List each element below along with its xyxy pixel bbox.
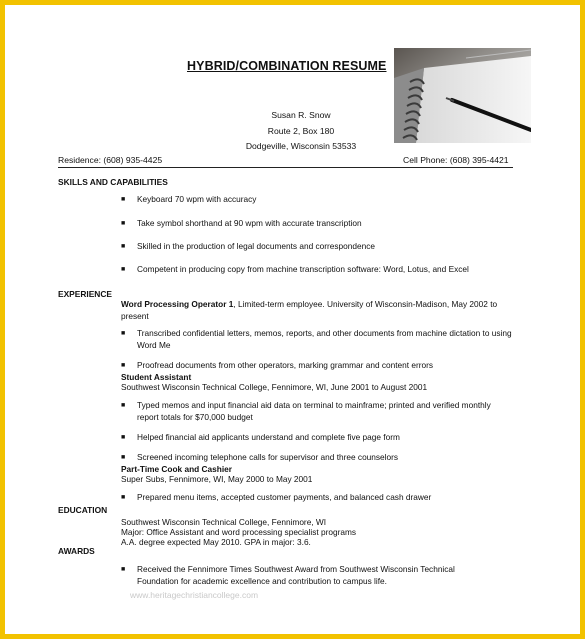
name: Susan R. Snow [271, 110, 331, 120]
bullet-icon: ■ [121, 362, 126, 369]
education-major: Major: Office Assistant and word processing specialist programs [121, 527, 357, 537]
skills-heading: SKILLS AND CAPABILITIES [58, 177, 168, 187]
education-school: Southwest Wisconsin Technical College, Fennimore, WI [121, 517, 327, 527]
photo-image [394, 48, 531, 143]
bullet-icon: ■ [121, 220, 126, 227]
watermark: www.heritagechristiancollege.com [130, 590, 259, 600]
job-3-title: Part-Time Cook and Cashier [121, 464, 232, 474]
cell-phone: Cell Phone: (608) 395-4421 [403, 155, 509, 165]
job-1-title: Word Processing Operator 1 [121, 299, 234, 309]
notebook-and-pen-photo [394, 48, 531, 143]
job-2-title: Student Assistant [121, 372, 192, 382]
residence-phone: Residence: (608) 935-4425 [58, 155, 163, 165]
job-3-description: Super Subs, Fennimore, WI, May 2000 to May 2001 [121, 474, 313, 484]
bullet-icon: ■ [121, 243, 126, 250]
bullet-icon: ■ [121, 494, 126, 501]
bullet-icon: ■ [121, 196, 126, 203]
bullet-icon: ■ [121, 330, 126, 337]
job-1-description: , Limited-term employee. University of Wisconsin-Madison, May 2002 to present [121, 299, 498, 321]
address-city: Dodgeville, Wisconsin 53533 [245, 141, 357, 151]
resume-page: HYBRID/COMBINATION RESUME Susan R. Snow Route 2, Box 180 Dodgeville, Wisconsin 53533 Residence: (608) 935-4425 Cell Phone: (608) 395-4421 SKILLS AND CAPABILITIES ■ Keyboard 70 wpm with accuracy ■ Take symbol shorthand at 90 wpm with accurate transcription ■ Skilled in the production of legal documents and correspondence ■ Competent in producing copy from machine transcription software: Word, Lotus, and Excel EXPERIENCE Word Processing Operator 1, Limited-term employee. University of Wisconsin-Madison, May 2002 to present ■ Transcribed confidential letters, memos, reports, and other documents from machine dictation to using Word Me ■ Proofread documents from other operators, marking grammar and content errors Student Assistant Southwest Wisconsin Technical College, Fennimore, WI, June 2001 to August 2001 ■ Typed memos and input financial aid data on terminal to mainframe; printed and verified monthly report totals for $70,000 budget ■ Helped financial aid applicants understand and complete five page form ■ Screened incoming telephone calls for supervisor and three counselors Part-Time Cook and Cashier Super Subs, Fennimore, WI, May 2000 to May 2001 ■ Prepared menu items, accepted customer payments, and balanced cash drawer EDUCATION Southwest Wisconsin Technical College, Fennimore, WI Major: Office Assistant and word processing specialist programs A.A. degree expected May 2010. GPA in major: 3.6. AWARDS ■ Received the Fennimore Times Southwest Award from Southwest Wisconsin Technical Foundation for academic excellence and contribution to campus life. www.heritagechristiancollege.com [12, 12, 573, 627]
bullet-icon: ■ [121, 434, 126, 441]
address-street: Route 2, Box 180 [267, 126, 335, 136]
bullet-icon: ■ [121, 402, 126, 409]
education-degree: A.A. degree expected May 2010. GPA in major: 3.6. [121, 537, 311, 547]
resume-title: HYBRID/COMBINATION RESUME [187, 59, 387, 73]
job-1-header [121, 299, 506, 322]
bullet-icon: ■ [121, 454, 126, 461]
experience-heading: EXPERIENCE [58, 289, 112, 299]
job-2-description: Southwest Wisconsin Technical College, Fennimore, WI, June 2001 to August 2001 [121, 382, 428, 392]
bullet-icon: ■ [121, 566, 126, 573]
divider-line [58, 167, 513, 168]
education-heading: EDUCATION [58, 505, 108, 515]
bullet-icon: ■ [121, 266, 126, 273]
awards-heading: AWARDS [58, 546, 95, 556]
